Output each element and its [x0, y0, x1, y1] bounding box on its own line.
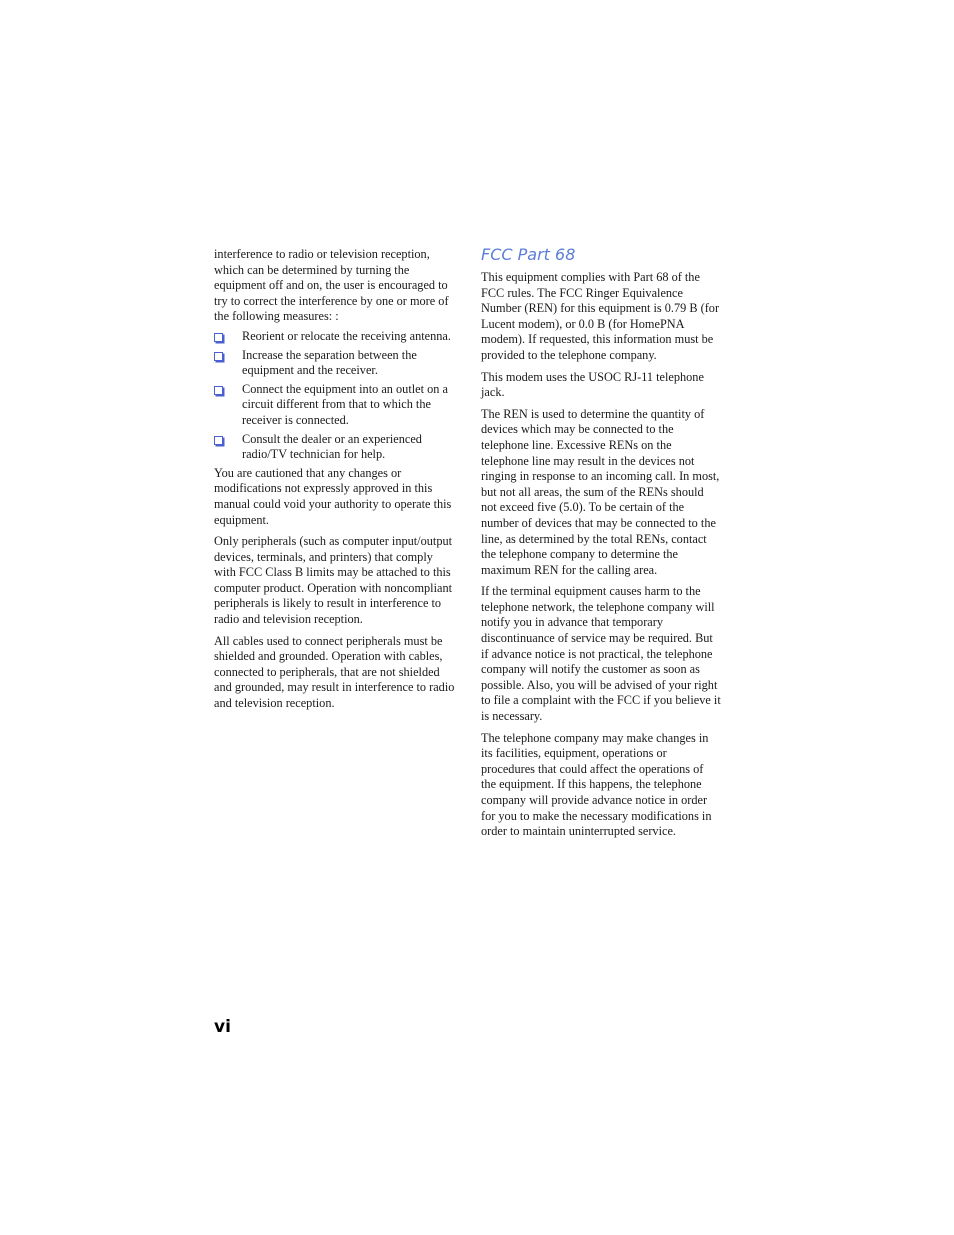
list-item-text: Connect the equipment into an outlet on a circuit different from that to which the receiver is connected. — [242, 381, 448, 427]
body-paragraph: The telephone company may make changes in its facilities, equipment, operations or procedures that could affect the operations of the equipment. If this happens, the telephone company will provide advance notice in order for you to make the necessary modifications in order to maintain uninterrupted service. — [481, 730, 712, 839]
body-paragraph: This equipment complies with Part 68 of the FCC rules. The FCC Ringer Equivalence Number (REN) for this equipment is 0.79 B (for Lucent modem), or 0.0 B (for HomePNA modem). If requested, this information must be provided to the telephone company. — [481, 270, 720, 362]
right-column — [481, 245, 721, 846]
section-heading: FCC Part 68 — [481, 245, 576, 264]
list-item-text: Consult the dealer or an experienced radio/TV technician for help. — [242, 431, 422, 462]
body-paragraph: This modem uses the USOC RJ-11 telephone jack. — [481, 369, 704, 400]
intro-paragraph: interference to radio or television reception, which can be determined by turning the equipment off and on, the user is encouraged to try to correct the interference by one or more of the following measures: : — [214, 247, 449, 324]
checkbox-square-icon — [214, 333, 223, 342]
list-item-text: Increase the separation between the equipment and the receiver. — [242, 347, 417, 378]
list-item — [214, 329, 456, 345]
left-column — [214, 247, 456, 718]
checkbox-square-icon — [214, 352, 223, 361]
body-paragraph: Only peripherals (such as computer input/output devices, terminals, and printers) that comply with FCC Class B limits may be attached to this computer product. Operation with noncompliant peripherals is likely to result in interference to radio and television reception. — [214, 534, 453, 627]
list-item — [214, 382, 456, 429]
page-number: vi — [214, 1017, 231, 1037]
checkbox-square-icon — [214, 436, 223, 445]
body-paragraph: All cables used to connect peripherals must be shielded and grounded. Operation with cables, connected to peripherals, that are not shielded and grounded, may result in interference to radio and television reception. — [214, 633, 455, 711]
checkbox-square-icon — [214, 386, 223, 395]
body-paragraph: The REN is used to determine the quantity of devices which may be connected to the telephone line. Excessive RENs on the telephone line may result in the devices not ringing in response to an incoming call. In most, but not all areas, the sum of the RENs should not exceed five (5.0). To be certain of the number of devices that may be connected to the line, as determined by the total RENs, contact the telephone company to determine the maximum REN for the calling area. — [481, 406, 720, 577]
body-paragraph: If the terminal equipment causes harm to the telephone network, the telephone company will notify you in advance that temporary discontinuance of service may be required. But if advance notice is not practical, the telephone company will notify the customer as soon as possible. Also, you will be advised of your right to file a complaint with the FCC if you believe it is necessary. — [481, 584, 721, 724]
list-item — [214, 432, 456, 463]
body-paragraph: You are cautioned that any changes or modifications not expressly approved in this manual could void your authority to operate this equipment. — [214, 465, 452, 527]
list-item — [214, 348, 456, 379]
measures-list — [214, 329, 456, 463]
list-item-text: Reorient or relocate the receiving antenna. — [242, 328, 451, 343]
